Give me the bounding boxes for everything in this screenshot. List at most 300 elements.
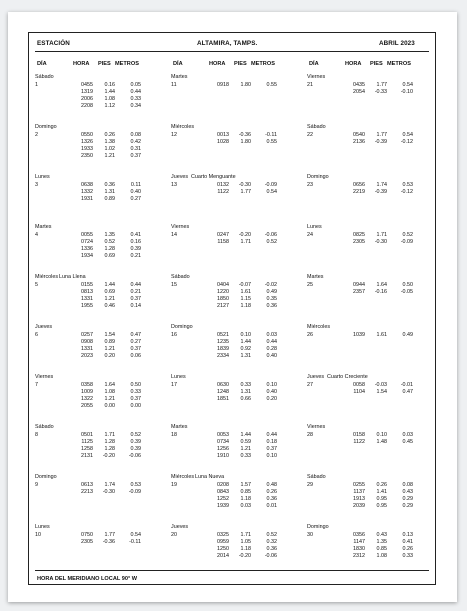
tide-height-feet: 1.31 bbox=[240, 352, 251, 359]
column-header-meters: METROS bbox=[251, 61, 275, 67]
tide-height-meters: 0.16 bbox=[130, 238, 141, 245]
tide-height-meters: 0.20 bbox=[266, 395, 277, 402]
tide-row bbox=[301, 332, 437, 339]
tide-height-meters: 0.37 bbox=[130, 345, 141, 352]
weekday-name: Sábado bbox=[307, 474, 326, 480]
tide-row bbox=[165, 82, 301, 89]
tide-height-feet: 1.02 bbox=[104, 145, 115, 152]
tide-height-feet: 0.89 bbox=[104, 195, 115, 202]
tide-height-feet: 1.77 bbox=[104, 531, 115, 538]
tide-time: 1104 bbox=[353, 388, 365, 395]
weekday-name: Jueves bbox=[171, 174, 189, 180]
day-number: 21 bbox=[307, 81, 313, 88]
tide-row bbox=[165, 446, 301, 453]
tide-time: 0255 bbox=[353, 481, 365, 488]
tide-height-meters: 0.03 bbox=[266, 331, 277, 338]
tide-columns bbox=[29, 61, 437, 571]
tide-height-feet: -0.36 bbox=[102, 538, 115, 545]
tide-row bbox=[29, 253, 165, 260]
tide-height-meters: 0.29 bbox=[402, 502, 413, 509]
tide-height-meters: 0.08 bbox=[130, 131, 141, 138]
tide-time: 2136 bbox=[353, 138, 365, 145]
tide-time: 0155 bbox=[81, 281, 93, 288]
tide-time: 2357 bbox=[353, 288, 365, 295]
tide-height-feet: 1.80 bbox=[240, 138, 251, 145]
day-number: 4 bbox=[35, 231, 38, 238]
day-number: 15 bbox=[171, 281, 177, 288]
tide-row bbox=[301, 282, 437, 289]
tide-height-meters: -0.09 bbox=[264, 181, 277, 188]
column-header-hour: HORA bbox=[345, 61, 362, 67]
tide-row bbox=[301, 482, 437, 489]
tide-height-feet: 1.71 bbox=[376, 231, 387, 238]
tide-row bbox=[301, 182, 437, 189]
tide-time: 0630 bbox=[217, 381, 229, 388]
tide-height-feet: 1.31 bbox=[240, 388, 251, 395]
tide-height-meters: -0.12 bbox=[400, 138, 413, 145]
tide-time: 0132 bbox=[217, 181, 229, 188]
day-number: 23 bbox=[307, 181, 313, 188]
tide-height-feet: 1.08 bbox=[376, 552, 387, 559]
tide-height-meters: 0.53 bbox=[402, 181, 413, 188]
tide-height-feet: 0.92 bbox=[240, 345, 251, 352]
tide-time: 2014 bbox=[217, 552, 229, 559]
tide-height-meters: 0.06 bbox=[130, 352, 141, 359]
tide-row bbox=[29, 382, 165, 389]
tide-height-feet: 1.77 bbox=[376, 81, 387, 88]
tide-time: 1331 bbox=[81, 345, 93, 352]
tide-row bbox=[29, 89, 165, 96]
tide-height-meters: 0.10 bbox=[266, 381, 277, 388]
tide-height-feet: 0.33 bbox=[240, 381, 251, 388]
tide-height-meters: 0.43 bbox=[402, 488, 413, 495]
tide-height-meters: 0.34 bbox=[130, 102, 141, 109]
tide-height-feet: -0.30 bbox=[238, 181, 251, 188]
tide-height-feet: 1.21 bbox=[240, 445, 251, 452]
tide-height-meters: 0.27 bbox=[130, 338, 141, 345]
tide-height-meters: 0.45 bbox=[402, 438, 413, 445]
tide-height-feet: -0.20 bbox=[238, 231, 251, 238]
tide-row bbox=[165, 239, 301, 246]
weekday-name: Viernes bbox=[307, 74, 326, 80]
tide-time: 0918 bbox=[217, 81, 229, 88]
tide-height-feet: 0.36 bbox=[104, 181, 115, 188]
tide-time: 1122 bbox=[353, 438, 365, 445]
tide-height-feet: 0.26 bbox=[104, 131, 115, 138]
tide-height-feet: 1.05 bbox=[240, 538, 251, 545]
tide-row bbox=[301, 189, 437, 196]
tide-height-meters: 0.52 bbox=[402, 231, 413, 238]
tide-time: 1933 bbox=[81, 145, 93, 152]
tide-time: 1039 bbox=[353, 331, 365, 338]
tide-row bbox=[301, 139, 437, 146]
tide-time: 0959 bbox=[217, 538, 229, 545]
tide-time: 2305 bbox=[353, 238, 365, 245]
tide-height-feet: 1.48 bbox=[376, 438, 387, 445]
tide-height-feet: 1.08 bbox=[104, 388, 115, 395]
tide-height-meters: 0.39 bbox=[130, 445, 141, 452]
tide-height-meters: 0.35 bbox=[266, 295, 277, 302]
tide-row bbox=[29, 439, 165, 446]
tide-time: 2350 bbox=[81, 152, 93, 159]
day-number: 6 bbox=[35, 331, 38, 338]
weekday-name: Domingo bbox=[35, 474, 57, 480]
tide-height-meters: 0.33 bbox=[130, 388, 141, 395]
tide-row bbox=[29, 232, 165, 239]
tide-height-meters: -0.12 bbox=[400, 188, 413, 195]
weekday-name: Lunes bbox=[307, 224, 322, 230]
tide-time: 1009 bbox=[81, 388, 93, 395]
tide-height-feet: 1.18 bbox=[240, 302, 251, 309]
tide-row bbox=[165, 453, 301, 460]
footer-rule bbox=[35, 570, 429, 571]
tide-row bbox=[165, 289, 301, 296]
tide-height-feet: 1.64 bbox=[376, 281, 387, 288]
tide-time: 0825 bbox=[353, 231, 365, 238]
tide-height-meters: 0.18 bbox=[266, 438, 277, 445]
tide-height-feet: -0.36 bbox=[238, 131, 251, 138]
tide-row bbox=[29, 346, 165, 353]
weekday-name: Sábado bbox=[171, 274, 190, 280]
tide-row bbox=[165, 396, 301, 403]
tide-height-meters: 0.21 bbox=[130, 288, 141, 295]
day-number: 13 bbox=[171, 181, 177, 188]
weekday-name: Jueves bbox=[35, 324, 53, 330]
tide-time: 0247 bbox=[217, 231, 229, 238]
weekday-name: Lunes bbox=[35, 524, 50, 530]
tide-row bbox=[165, 439, 301, 446]
tide-time: 2039 bbox=[353, 502, 365, 509]
moon-phase: Luna Nueva bbox=[195, 474, 225, 480]
tide-height-feet: 0.10 bbox=[376, 431, 387, 438]
tide-time: 0435 bbox=[353, 81, 365, 88]
tide-height-meters: 0.11 bbox=[130, 181, 141, 188]
tide-height-feet: 1.21 bbox=[104, 345, 115, 352]
tide-height-feet: 1.31 bbox=[104, 188, 115, 195]
tide-row bbox=[29, 432, 165, 439]
tide-height-feet: 1.21 bbox=[104, 295, 115, 302]
tide-time: 0944 bbox=[353, 281, 365, 288]
tide-row bbox=[29, 246, 165, 253]
tide-time: 0356 bbox=[353, 531, 365, 538]
tide-row bbox=[29, 296, 165, 303]
weekday-name: Sábado bbox=[35, 74, 54, 80]
tide-height-meters: 0.52 bbox=[130, 431, 141, 438]
tide-row bbox=[29, 282, 165, 289]
tide-height-feet: 1.12 bbox=[104, 102, 115, 109]
tide-time: 1147 bbox=[353, 538, 365, 545]
weekday-name: Viernes bbox=[171, 224, 190, 230]
tide-height-feet: 0.03 bbox=[240, 502, 251, 509]
tide-height-meters: -0.11 bbox=[129, 538, 141, 545]
tide-height-meters: 0.44 bbox=[130, 88, 141, 95]
day-number: 17 bbox=[171, 381, 177, 388]
tide-row bbox=[29, 139, 165, 146]
tide-height-meters: 0.28 bbox=[266, 345, 277, 352]
day-column bbox=[165, 61, 301, 571]
tide-height-feet: 0.95 bbox=[376, 495, 387, 502]
tide-height-meters: -0.11 bbox=[265, 131, 277, 138]
tide-height-feet: -0.07 bbox=[238, 281, 251, 288]
tide-table-frame bbox=[28, 32, 436, 585]
day-number: 14 bbox=[171, 231, 177, 238]
tide-row bbox=[29, 196, 165, 203]
tide-time: 0013 bbox=[217, 131, 229, 138]
tide-time: 1839 bbox=[217, 345, 229, 352]
tide-time: 2208 bbox=[81, 102, 93, 109]
tide-row bbox=[165, 482, 301, 489]
tide-time: 0613 bbox=[81, 481, 93, 488]
moon-phase: Cuarto Menguante bbox=[191, 174, 236, 180]
tide-row bbox=[165, 339, 301, 346]
tide-height-feet: 1.18 bbox=[240, 545, 251, 552]
tide-height-feet: 0.66 bbox=[240, 395, 251, 402]
tide-time: 1158 bbox=[217, 238, 229, 245]
tide-time: 0813 bbox=[81, 288, 93, 295]
tide-height-meters: 0.33 bbox=[130, 95, 141, 102]
tide-height-feet: 1.77 bbox=[240, 188, 251, 195]
tide-height-meters: 0.39 bbox=[130, 245, 141, 252]
tide-height-feet: 1.18 bbox=[240, 495, 251, 502]
day-column bbox=[301, 61, 437, 571]
period-label: ABRIL 2023 bbox=[379, 40, 415, 47]
tide-time: 1220 bbox=[217, 288, 229, 295]
day-number: 16 bbox=[171, 331, 177, 338]
day-number: 25 bbox=[307, 281, 313, 288]
header-rule bbox=[35, 51, 429, 52]
tide-height-meters: 0.08 bbox=[402, 481, 413, 488]
tide-time: 1913 bbox=[353, 495, 365, 502]
day-number: 2 bbox=[35, 131, 38, 138]
tide-row bbox=[301, 132, 437, 139]
tide-time: 1122 bbox=[217, 188, 229, 195]
tide-time: 1850 bbox=[217, 295, 229, 302]
tide-row bbox=[301, 89, 437, 96]
tide-height-feet: 1.08 bbox=[104, 95, 115, 102]
tide-height-feet: 0.20 bbox=[104, 352, 115, 359]
tide-height-meters: 0.50 bbox=[130, 381, 141, 388]
tide-height-meters: 0.03 bbox=[402, 431, 413, 438]
tide-time: 0734 bbox=[217, 438, 229, 445]
tide-row bbox=[29, 453, 165, 460]
tide-height-feet: 1.28 bbox=[104, 445, 115, 452]
tide-row bbox=[165, 382, 301, 389]
tide-time: 1336 bbox=[81, 245, 93, 252]
tide-height-feet: 0.16 bbox=[104, 81, 115, 88]
tide-time: 0656 bbox=[353, 181, 365, 188]
tide-height-meters: 0.47 bbox=[130, 331, 141, 338]
tide-height-feet: 1.74 bbox=[104, 481, 115, 488]
weekday-name: Viernes bbox=[35, 374, 54, 380]
tide-height-meters: 0.42 bbox=[130, 138, 141, 145]
tide-height-feet: 1.71 bbox=[104, 431, 115, 438]
weekday-name: Sábado bbox=[35, 424, 54, 430]
tide-time: 1331 bbox=[81, 295, 93, 302]
tide-row bbox=[29, 153, 165, 160]
tide-time: 0843 bbox=[217, 488, 229, 495]
tide-height-feet: -0.03 bbox=[374, 381, 387, 388]
day-number: 28 bbox=[307, 431, 313, 438]
weekday-name: Domingo bbox=[35, 124, 57, 130]
tide-height-feet: 1.77 bbox=[376, 131, 387, 138]
tide-row bbox=[29, 446, 165, 453]
tide-row bbox=[165, 182, 301, 189]
tide-height-meters: 0.40 bbox=[130, 188, 141, 195]
tide-height-feet: 0.26 bbox=[376, 481, 387, 488]
day-number: 12 bbox=[171, 131, 177, 138]
tide-height-feet: 1.71 bbox=[240, 238, 251, 245]
tide-height-feet: 1.74 bbox=[376, 181, 387, 188]
tide-row bbox=[165, 496, 301, 503]
tide-height-meters: 0.54 bbox=[130, 531, 141, 538]
tide-row bbox=[29, 539, 165, 546]
day-number: 18 bbox=[171, 431, 177, 438]
tide-row bbox=[29, 482, 165, 489]
tide-height-meters: 0.40 bbox=[266, 352, 277, 359]
tide-time: 1931 bbox=[81, 195, 93, 202]
tide-time: 1250 bbox=[217, 545, 229, 552]
station-label: ESTACIÓN bbox=[37, 40, 70, 47]
weekday-name: Martes bbox=[171, 74, 188, 80]
tide-time: 0501 bbox=[81, 431, 93, 438]
tide-height-meters: 0.29 bbox=[402, 495, 413, 502]
tide-height-feet: 1.15 bbox=[240, 295, 251, 302]
tide-time: 1934 bbox=[81, 252, 93, 259]
tide-time: 0540 bbox=[353, 131, 365, 138]
tide-time: 2219 bbox=[353, 188, 365, 195]
tide-height-feet: -0.16 bbox=[374, 288, 387, 295]
day-block bbox=[301, 524, 437, 588]
weekday-name: Miércoles bbox=[35, 274, 59, 280]
tide-height-meters: 0.32 bbox=[266, 538, 277, 545]
tide-row bbox=[165, 346, 301, 353]
tide-height-meters: 0.21 bbox=[130, 252, 141, 259]
tide-row bbox=[29, 403, 165, 410]
tide-height-meters: 0.36 bbox=[266, 495, 277, 502]
weekday-name: Viernes bbox=[307, 424, 326, 430]
tide-height-feet: 0.46 bbox=[104, 302, 115, 309]
day-number: 7 bbox=[35, 381, 38, 388]
tide-height-meters: -0.05 bbox=[400, 288, 413, 295]
tide-height-feet: 1.71 bbox=[240, 531, 251, 538]
tide-height-meters: 0.54 bbox=[266, 188, 277, 195]
tide-row bbox=[165, 353, 301, 360]
tide-height-meters: 0.33 bbox=[402, 552, 413, 559]
tide-height-meters: 0.26 bbox=[402, 545, 413, 552]
tide-time: 2334 bbox=[217, 352, 229, 359]
tide-height-meters: 0.41 bbox=[402, 538, 413, 545]
column-header-hour: HORA bbox=[209, 61, 226, 67]
weekday-name: Sábado bbox=[307, 124, 326, 130]
column-header-feet: PIES bbox=[234, 61, 247, 67]
tide-height-meters: 0.55 bbox=[266, 138, 277, 145]
weekday-name: Martes bbox=[307, 274, 324, 280]
tide-height-feet: 1.21 bbox=[104, 395, 115, 402]
tide-time: 1028 bbox=[217, 138, 229, 145]
day-number: 3 bbox=[35, 181, 38, 188]
tide-height-feet: 0.69 bbox=[104, 252, 115, 259]
tide-time: 0257 bbox=[81, 331, 93, 338]
tide-row bbox=[165, 232, 301, 239]
tide-time: 2127 bbox=[217, 302, 229, 309]
day-number: 24 bbox=[307, 231, 313, 238]
tide-height-meters: -0.02 bbox=[264, 281, 277, 288]
tide-row bbox=[29, 489, 165, 496]
tide-time: 2131 bbox=[81, 452, 93, 459]
tide-row bbox=[165, 189, 301, 196]
tide-height-feet: 1.35 bbox=[104, 231, 115, 238]
tide-time: 1248 bbox=[217, 388, 229, 395]
tide-height-feet: -0.33 bbox=[374, 88, 387, 95]
tide-row bbox=[301, 496, 437, 503]
tide-height-meters: 0.36 bbox=[266, 545, 277, 552]
tide-height-meters: 0.37 bbox=[130, 152, 141, 159]
tide-time: 0325 bbox=[217, 531, 229, 538]
tide-height-meters: 0.54 bbox=[402, 81, 413, 88]
tide-row bbox=[165, 553, 301, 560]
tide-height-feet: 0.89 bbox=[104, 338, 115, 345]
tide-row bbox=[301, 439, 437, 446]
tide-row bbox=[29, 353, 165, 360]
day-number: 1 bbox=[35, 81, 38, 88]
tide-row bbox=[165, 132, 301, 139]
tide-time: 0750 bbox=[81, 531, 93, 538]
tide-height-meters: 0.44 bbox=[130, 281, 141, 288]
tide-time: 2055 bbox=[81, 402, 93, 409]
tide-time: 0053 bbox=[217, 431, 229, 438]
tide-height-feet: -0.30 bbox=[102, 488, 115, 495]
tide-height-feet: 0.95 bbox=[376, 502, 387, 509]
tide-height-meters: 0.01 bbox=[266, 502, 277, 509]
tide-time: 0908 bbox=[81, 338, 93, 345]
tide-row bbox=[165, 282, 301, 289]
tide-row bbox=[301, 539, 437, 546]
tide-time: 1326 bbox=[81, 138, 93, 145]
tide-row bbox=[301, 82, 437, 89]
day-number: 8 bbox=[35, 431, 38, 438]
weekday-name: Domingo bbox=[307, 524, 329, 530]
footer-note: HORA DEL MERIDIANO LOCAL 90° W bbox=[37, 576, 138, 582]
tide-row bbox=[29, 532, 165, 539]
tide-height-feet: 1.80 bbox=[240, 81, 251, 88]
tide-height-feet: 0.52 bbox=[104, 238, 115, 245]
tide-time: 2023 bbox=[81, 352, 93, 359]
tide-row bbox=[301, 239, 437, 246]
column-header-feet: PIES bbox=[98, 61, 111, 67]
tide-height-feet: 1.41 bbox=[376, 488, 387, 495]
tide-height-meters: -0.06 bbox=[128, 452, 141, 459]
day-number: 9 bbox=[35, 481, 38, 488]
tide-height-feet: 1.54 bbox=[376, 388, 387, 395]
tide-time: 0404 bbox=[217, 281, 229, 288]
tide-row bbox=[301, 503, 437, 510]
tide-row bbox=[29, 182, 165, 189]
tide-time: 2312 bbox=[353, 552, 365, 559]
day-column bbox=[29, 61, 165, 571]
tide-height-feet: 0.10 bbox=[240, 331, 251, 338]
tide-time: 1137 bbox=[353, 488, 365, 495]
tide-row bbox=[165, 546, 301, 553]
station-name: ALTAMIRA, TAMPS. bbox=[197, 40, 258, 47]
weekday-name: Domingo bbox=[307, 174, 329, 180]
tide-row bbox=[29, 103, 165, 110]
tide-row bbox=[301, 389, 437, 396]
tide-row bbox=[301, 553, 437, 560]
tide-height-meters: -0.01 bbox=[400, 381, 413, 388]
tide-time: 1252 bbox=[217, 495, 229, 502]
tide-height-meters: 0.49 bbox=[402, 331, 413, 338]
tide-time: 1256 bbox=[217, 445, 229, 452]
